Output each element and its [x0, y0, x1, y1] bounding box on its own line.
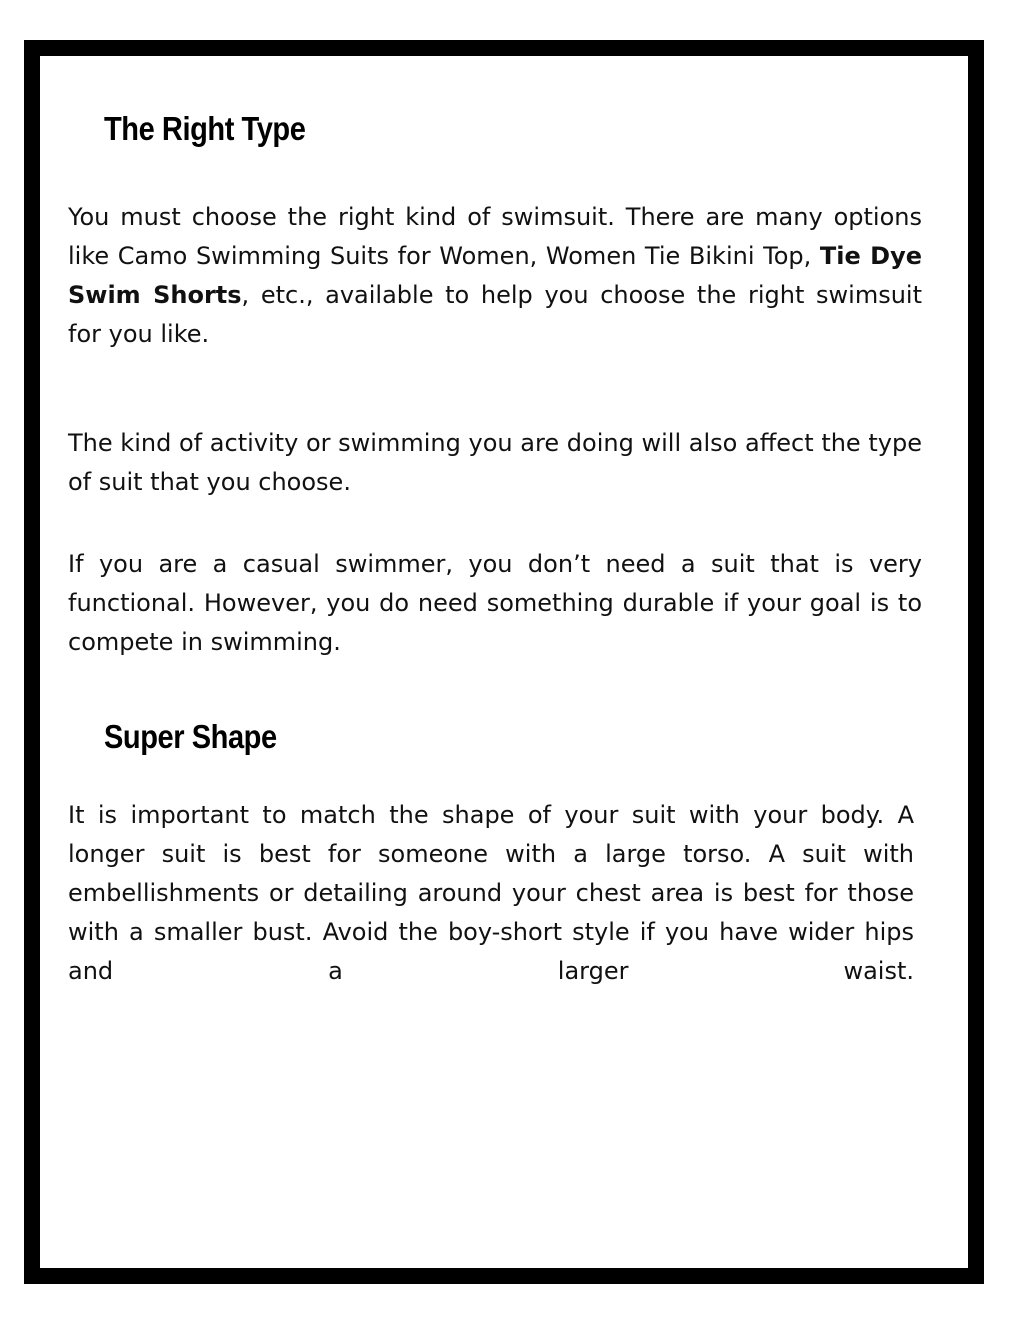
paragraph-text: You must choose the right kind of swimsuit. There are many options like Camo Swimming Suits for Women, Women Tie Bikini Top,	[68, 203, 922, 270]
paragraph-suit-shape: It is important to match the shape of your suit with your body. A longer suit is best for someone with a large torso. A suit with embellishments or detailing around your chest area is best for those with a smaller bust. Avoid the boy-short style if you have wider hips and a larger waist.	[68, 801, 914, 985]
paragraph-activity: The kind of activity or swimming you are doing will also affect the type of suit that you choose.	[68, 429, 922, 496]
section-heading-right-type: The Right Type	[104, 110, 306, 147]
section-heading-super-shape: Super Shape	[104, 718, 277, 755]
paragraph-swimsuit-options	[68, 198, 922, 354]
paragraph-text: , etc., available to help you choose the right swimsuit for you like.	[68, 281, 923, 348]
paragraph-casual-swimmer: If you are a casual swimmer, you don’t need a suit that is very functional. However, you do need something durable if your goal is to compete in swimming.	[68, 550, 922, 656]
tie-dye-swim-shorts-link[interactable]: Tie Dye Swim Shorts	[68, 242, 923, 309]
